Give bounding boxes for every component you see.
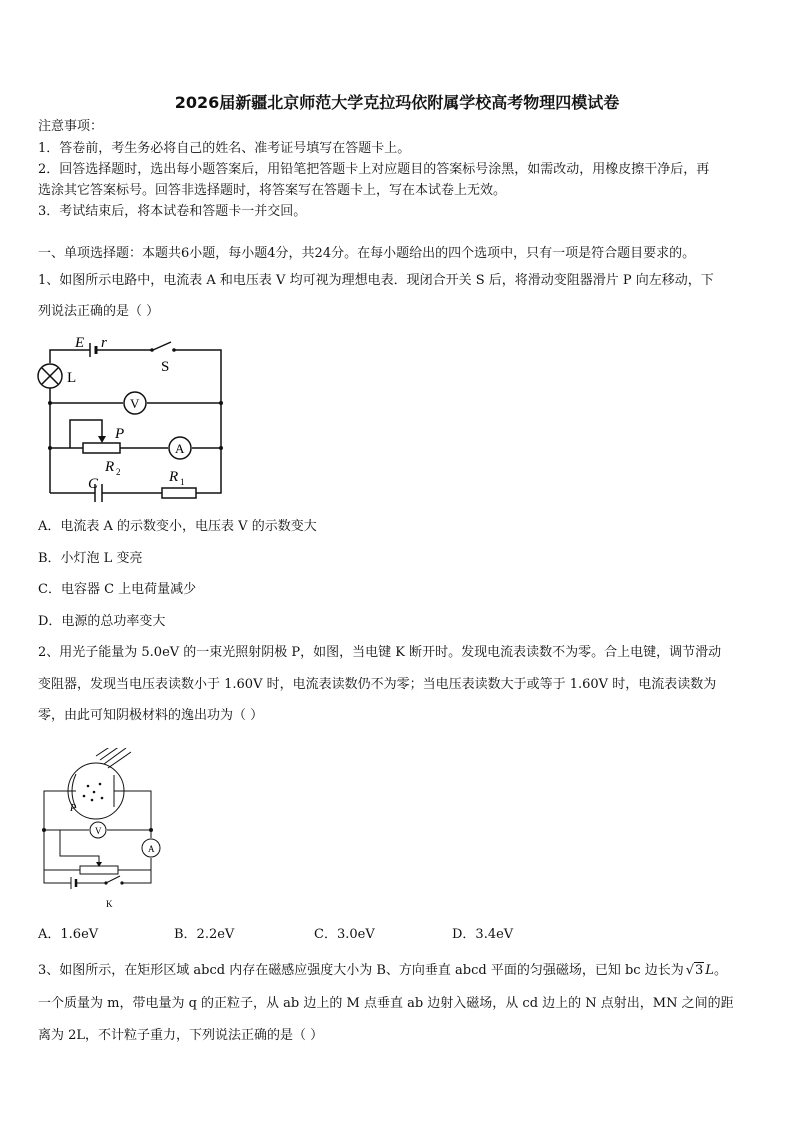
q1-option-c: C．电容器 C 上电荷量减少 bbox=[38, 582, 197, 597]
label-R2: R bbox=[105, 459, 115, 475]
note-item-3: 3．考试结束后，将本试卷和答题卡一并交回。 bbox=[38, 204, 307, 219]
key-label: K bbox=[106, 899, 113, 909]
sqrt-radicand: 3 bbox=[695, 963, 704, 978]
q1-option-a: A．电流表 A 的示数变小，电压表 V 的示数变大 bbox=[38, 519, 317, 534]
voltmeter-label: V bbox=[130, 396, 140, 411]
q1-option-b: B．小灯泡 L 变亮 bbox=[38, 551, 143, 566]
ammeter-label: A bbox=[175, 441, 185, 456]
q1-line1: 1、如图所示电路中，电流表 A 和电压表 V 均可视为理想电表．现闭合开关 S 后，将滑动变阻器滑片 P 向左移动，下 bbox=[38, 273, 714, 288]
label-R1: R bbox=[169, 469, 179, 485]
label-R1-sub: 1 bbox=[180, 477, 185, 487]
q3-line2: 一个质量为 m，带电量为 q 的正粒子，从 ab 边上的 M 点垂直 ab 边射入磁场，从 cd 边上的 N 点射出，MN 之间的距 bbox=[38, 996, 734, 1011]
cathode-label: P bbox=[70, 803, 77, 814]
q2-line2: 变阻器，发现当电压表读数小于 1.60V 时，电流表读数仍不为零；当电压表读数大于或等于 1.60V 时，电流表读数为 bbox=[38, 677, 717, 692]
q2-option-a: A．1.6eV bbox=[38, 927, 99, 942]
q2-option-d: D．3.4eV bbox=[452, 927, 514, 942]
label-P: P bbox=[115, 426, 125, 442]
q2-line3: 零，由此可知阴极材料的逸出功为（ ） bbox=[38, 708, 264, 723]
note-item-2: 2．回答选择题时，选出每小题答案后，用铅笔把答题卡上对应题目的答案标号涂黑，如需改动，用橡皮擦干净后，再 bbox=[38, 162, 710, 177]
label-S: S bbox=[161, 359, 170, 375]
q1-circuit-figure bbox=[35, 330, 245, 505]
label-r: r bbox=[101, 335, 107, 351]
label-L: L bbox=[67, 370, 77, 386]
sqrt-variable: L bbox=[705, 963, 714, 978]
label-C: C bbox=[88, 476, 99, 492]
q2-photoelectric-figure bbox=[36, 748, 166, 913]
q1-line2: 列说法正确的是（ ） bbox=[38, 304, 160, 319]
voltmeter-label: V bbox=[95, 826, 102, 836]
note-item-2-cont: 选涂其它答案标号。回答非选择题时，将答案写在答题卡上，写在本试卷上无效。 bbox=[38, 183, 507, 198]
label-E: E bbox=[75, 335, 85, 351]
q2-option-b: B．2.2eV bbox=[174, 927, 235, 942]
q1-option-d: D．电源的总功率变大 bbox=[38, 614, 166, 629]
note-item-1: 1．答卷前，考生务必将自己的姓名、准考证号填写在答题卡上。 bbox=[38, 141, 411, 156]
ammeter-label: A bbox=[148, 844, 155, 854]
page-title: 2026届新疆北京师范大学克拉玛依附属学校高考物理四模试卷 bbox=[174, 93, 620, 112]
q3-line1-text: 3、如图所示，在矩形区域 abcd 内存在磁感应强度大小为 B、方向垂直 abcd 平面的匀强磁场，已知 bc 边长为 bbox=[38, 963, 684, 978]
q2-line1: 2、用光子能量为 5.0eV 的一束光照射阴极 P，如图，当电键 K 断开时。发现电流表读数不为零。合上电键，调节滑动 bbox=[38, 645, 722, 660]
notes-heading: 注意事项： bbox=[38, 119, 104, 134]
q3-line1-end: 。 bbox=[713, 963, 727, 978]
section-heading: 一、单项选择题：本题共6小题，每小题4分，共24分。在每小题给出的四个选项中，只有一项是符合题目要求的。 bbox=[38, 246, 696, 261]
label-R2-sub: 2 bbox=[116, 467, 121, 477]
q2-option-c: C．3.0eV bbox=[314, 927, 375, 942]
sqrt-expression: √3 L bbox=[685, 963, 714, 978]
q3-line1 bbox=[38, 963, 727, 979]
q3-line3: 离为 2L，不计粒子重力，下列说法正确的是（ ） bbox=[38, 1028, 324, 1043]
